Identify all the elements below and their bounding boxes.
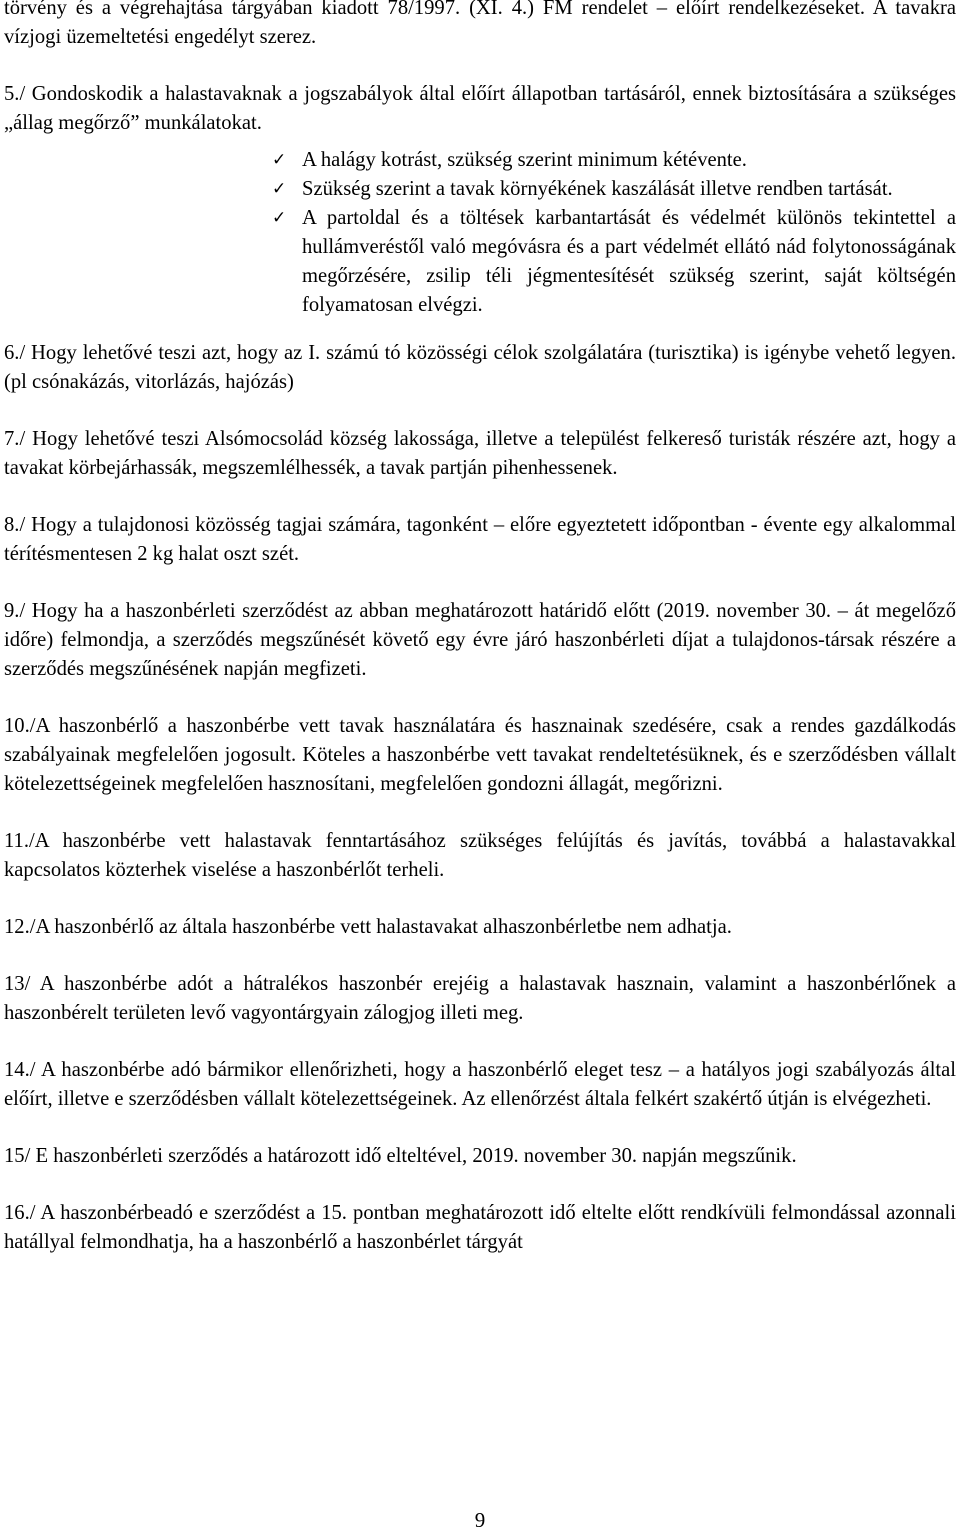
paragraph-15: 15/ E haszonbérleti szerződés a határozott idő elteltével, 2019. november 30. napján megszűnik. bbox=[4, 1145, 797, 1167]
paragraph-11: 11./A haszonbérbe vett halastavak fenntartásához szükséges felújítás és javítás, továbbá a halastavakkal kapcsolatos közterhek viselése a haszonbérlőt terheli. bbox=[4, 830, 956, 881]
paragraph-13: 13/ A haszonbérbe adót a hátralékos haszonbér erejéig a halastavak hasznain, valamint a haszonbérlőnek a haszonbérelt területen levő vagyontárgyain zálogjog illeti meg. bbox=[4, 973, 956, 1024]
paragraph-intro: törvény és a végrehajtása tárgyában kiadott 78/1997. (XI. 4.) FM rendelet – előírt rendelkezéseket. A tavakra vízjogi üzemeltetési engedélyt szerez. bbox=[4, 0, 956, 48]
page-number: 9 bbox=[474, 1508, 486, 1532]
paragraph-16: 16./ A haszonbérbeadó e szerződést a 15. pontban meghatározott idő eltelte előtt rendkívüli felmondással azonnali hatállyal felmondhatja, ha a haszonbérlő a haszonbérlet tárgyát bbox=[4, 1202, 956, 1253]
checklist-item-text: A partoldal és a töltések karbantartását és védelmét különös tekintettel a hullámveréstől való megóvásra és a part védelmét ellátó nád folytonosságának megőrzésére, zsilip téli jégmentesítését szükség szerint, saját költségén folyamatosan elvégzi. bbox=[302, 207, 956, 316]
paragraph-8: 8./ Hogy a tulajdonosi közösség tagjai számára, tagonként – előre egyeztetett időpontban - évente egy alkalommal térítésmentesen 2 kg halat oszt szét. bbox=[4, 514, 956, 565]
paragraph-6: 6./ Hogy lehetővé teszi azt, hogy az I. számú tó közösségi célok szolgálatára (turisztika) is igénybe vehető legyen. (pl csónakázás, vitorlázás, hajózás) bbox=[4, 342, 956, 393]
checkmark-icon: ✓ bbox=[272, 179, 287, 199]
checklist-item-text: A halágy kotrást, szükség szerint minimum kétévente. bbox=[302, 149, 747, 171]
paragraph-9: 9./ Hogy ha a haszonbérleti szerződést az abban meghatározott határidő előtt (2019. november 30. – át megelőző időre) felmondja, a szerződés megszűnését követő egy évre járó haszonbérleti díjat a tulajdonos-társak részére a szerződés megszűnésének napján megfizeti. bbox=[4, 600, 956, 680]
paragraph-10: 10./A haszonbérlő a haszonbérbe vett tavak használatára és hasznainak szedésére, csak a rendes gazdálkodás szabályainak megfelelően jogosult. Köteles a haszonbérbe vett tavakat rendeltetésüknek, és e szerződésben vállalt kötelezettségeinek megfelelően hasznosítani, megfelelően gondozni állagát, megőrizni. bbox=[4, 715, 956, 795]
paragraph-12: 12./A haszonbérlő az általa haszonbérbe vett halastavakat alhaszonbérletbe nem adhatja. bbox=[4, 916, 732, 938]
checklist-item bbox=[272, 175, 956, 204]
checklist-item-text: Szükség szerint a tavak környékének kaszálását illetve rendben tartását. bbox=[302, 178, 893, 200]
paragraph-14: 14./ A haszonbérbe adó bármikor ellenőrizheti, hogy a haszonbérlő eleget tesz – a hatályos jogi szabályozás által előírt, illetve e szerződésben vállalt kötelezettségeinek. Az ellenőrzést általa felkért szakértő útján is elvégezheti. bbox=[4, 1059, 956, 1110]
checklist-item bbox=[272, 146, 956, 175]
checkmark-icon: ✓ bbox=[272, 208, 287, 228]
document-page bbox=[4, 0, 956, 1285]
checkmark-icon: ✓ bbox=[272, 150, 287, 170]
paragraph-5: 5./ Gondoskodik a halastavaknak a jogszabályok által előírt állapotban tartásáról, ennek biztosítására a szükséges „állag megőrző” munkálatokat. bbox=[4, 83, 956, 134]
checklist-item bbox=[272, 204, 956, 320]
paragraph-7: 7./ Hogy lehetővé teszi Alsómocsolád község lakossága, illetve a települést felkereső turisták részére azt, hogy a tavakat körbejárhassák, megszemlélhessék, a tavak partján pihenhessenek. bbox=[4, 428, 956, 479]
